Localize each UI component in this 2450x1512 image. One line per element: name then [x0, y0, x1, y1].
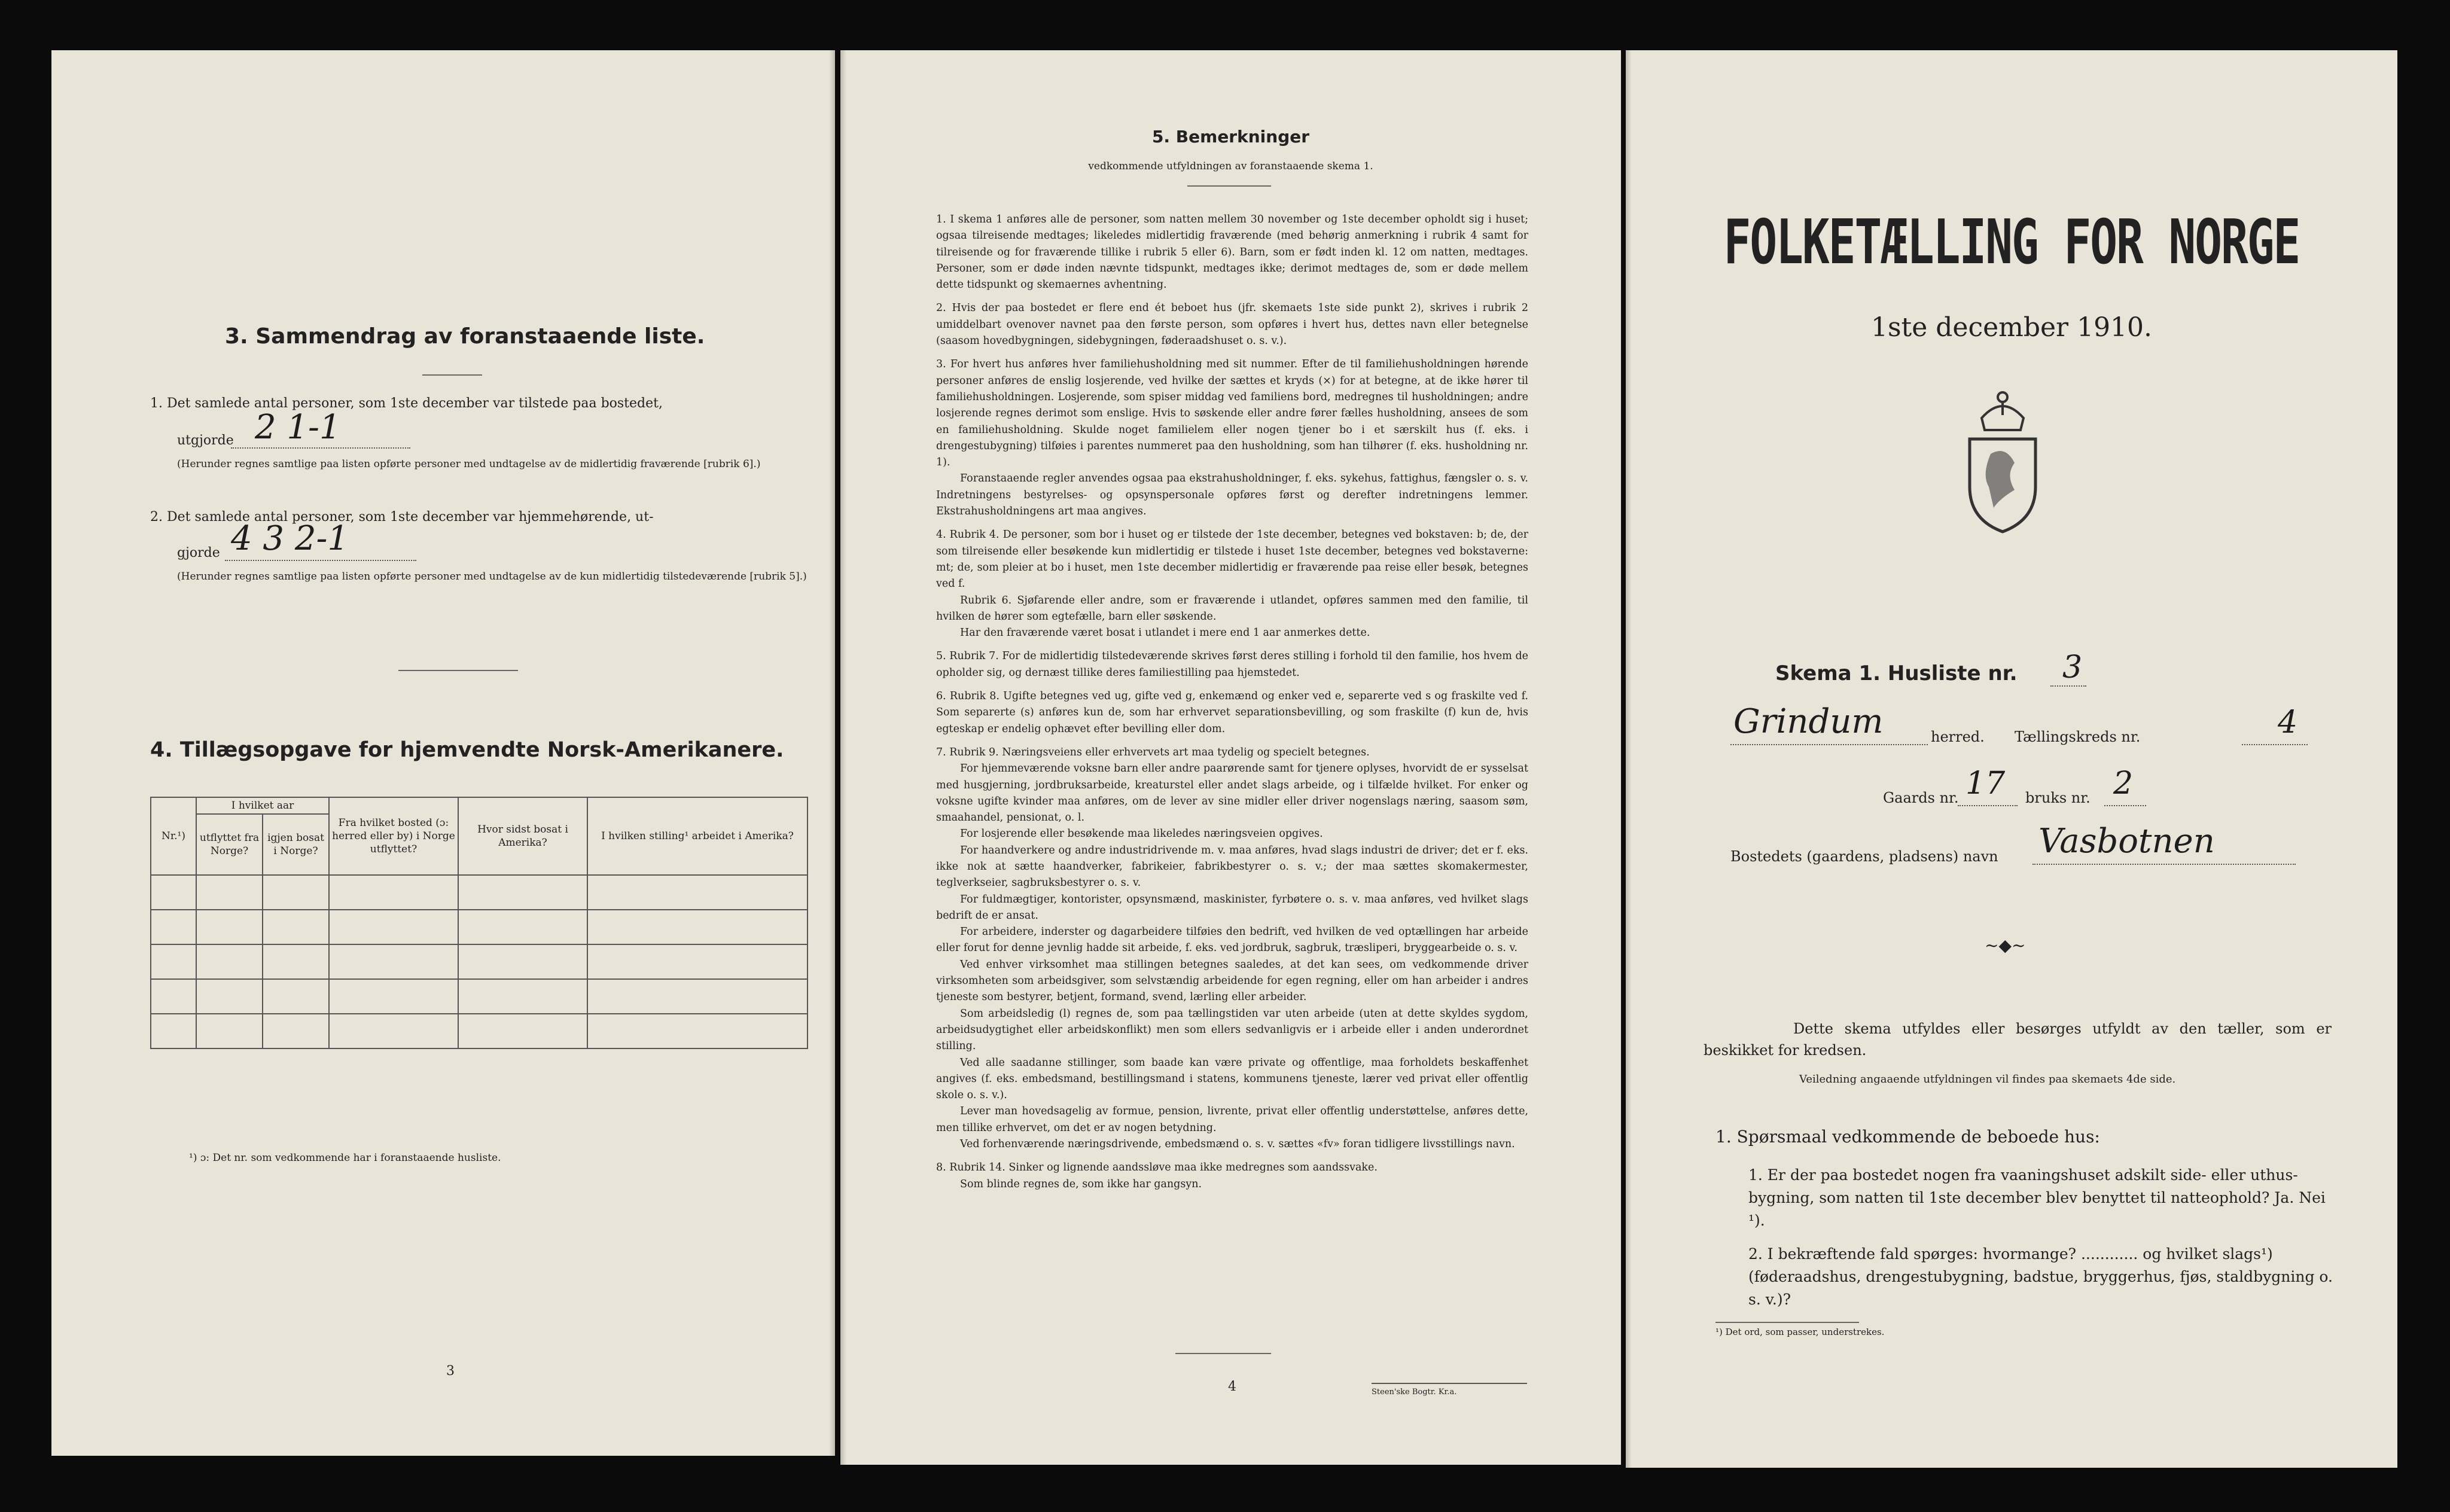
item1-note: (Herunder regnes samtlige paa listen opførte personer med undtagelse av de midlertidig fraværende [rubrik 6].): [177, 458, 761, 470]
middle-page: [840, 50, 1621, 1465]
table-row: [151, 1014, 807, 1048]
bruks-fill-line: [2104, 805, 2146, 806]
schema-label: Skema 1. Husliste nr.: [1775, 662, 2018, 685]
norway-coat-of-arms-icon: [1958, 385, 2047, 535]
remarks-paragraph: 2. Hvis der paa bostedet er flere end ét beboet hus (jfr. skemaets 1ste side punkt 2), skrives i rubrik 2 umiddelbart ovenover navnet paa den første person, som opføres i hvert hus, dettes navn eller betegnelse (saasom hovedbygningen, sidebygningen, føderaadshuset o. s. v.).: [936, 302, 1528, 347]
item1-text: 1. Det samlede antal personer, som 1ste december var tilstede paa bostedet,: [150, 396, 663, 411]
page-fold-shadow: [829, 50, 835, 1456]
remarks-paragraph: 7. Rubrik 9. Næringsveiens eller erhvervets art maa tydelig og specielt betegnes.: [936, 746, 1370, 758]
kreds-label: Tællingskreds nr.: [2015, 728, 2141, 745]
item1-fill-line: [231, 447, 410, 449]
page-number: 4: [1228, 1379, 1236, 1394]
remarks-paragraph: Rubrik 6. Sjøfarende eller andre, som er fraværende i utlandet, opføres sammen med den familie, til hvilken de hører som egtefælle, barn eller søskende.: [936, 594, 1528, 623]
bosted-label: Bostedets (gaardens, pladsens) navn: [1730, 848, 1998, 865]
remarks-paragraph: Ved enhver virksomhet maa stillingen betegnes saaledes, at det kan sees, om vedkommende driver virksomheten som arbeidsgiver, som selvstændig arbeidende for egen regning, eller om han arbeider i andres tjeneste som bestyrer, betjent, formand, svend, lærling eller arbeider.: [936, 958, 1528, 1004]
col-last-residence: Hvor sidst bosat i Amerika?: [458, 797, 587, 875]
bruks-label: bruks nr.: [2025, 789, 2091, 806]
right-footnote: ¹) Det ord, som passer, understrekes.: [1715, 1327, 1885, 1337]
kreds-value: 4: [2278, 705, 2298, 740]
remarks-paragraph: 6. Rubrik 8. Ugifte betegnes ved ug, gifte ved g, enkemænd og enker ved e, separerte ved s og fraskilte ved f. Som separerte (s) anføres kun de, som har erhvervet separationsbevilling, og som fraskilte (f) kun de, hvis egteskap er endelig ophævet efter bevilling eller dom.: [936, 690, 1528, 735]
item2-note: (Herunder regnes samtlige paa listen opførte personer med undtagelse av de kun midlertidig tilstedeværende [rubrik 5].): [177, 571, 807, 583]
herred-label: herred.: [1931, 728, 1985, 745]
census-title: FOLKETÆLLING FOR NORGE: [1723, 206, 2300, 278]
remarks-heading: 5. Bemerkninger: [1151, 127, 1310, 147]
col-returned: igjen bosat i Norge?: [263, 814, 329, 875]
remarks-paragraph: For arbeidere, inderster og dagarbeidere tilføies den bedrift, ved hvilken de ved optællingen har arbeide eller forut for denne jevnlig hadde sit arbeide, f. eks. ved jordbruk, sagbruk, træsliperi, bryggearbeide o. s. v.: [936, 926, 1528, 955]
table-header-row: [151, 797, 807, 814]
gaards-value: 17: [1966, 766, 2006, 801]
item1-label: utgjorde: [177, 433, 234, 448]
table-row: [151, 875, 807, 910]
herred-fill-line: [1730, 744, 1928, 745]
kreds-fill-line: [2242, 744, 2308, 745]
item2-label: gjorde: [177, 545, 220, 560]
page-number: 3: [446, 1364, 455, 1379]
divider: [1175, 1353, 1271, 1354]
page-fold-shadow: [840, 50, 846, 1465]
divider: [422, 374, 482, 376]
questions-heading: 1. Spørsmaal vedkommende de beboede hus:: [1715, 1127, 2100, 1147]
divider: [1715, 1322, 1859, 1323]
remarks-paragraph: Har den fraværende været bosat i utlandet i mere end 1 aar anmerkes dette.: [960, 627, 1370, 639]
item2-value: 4 3 2-1: [231, 519, 349, 558]
item2-text: 2. Det samlede antal personer, som 1ste december var hjemmehørende, ut-: [150, 510, 654, 525]
husliste-nr: 3: [2062, 650, 2083, 685]
col-emigrated: utflyttet fra Norge?: [196, 814, 263, 875]
col-year-group: I hvilket aar: [196, 797, 329, 814]
remarks-paragraph: For hjemmeværende voksne barn eller andre paarørende samt for tjenere oplyses, hvorvidt de er sysselsat med husgjerning, jordbruksarbeide, kreaturstel eller andet slags arbeide, og i tilfælde hvilket. For enker og voksne ugifte kvinder maa anføres, om de lever av sine midler eller driver nogenslags næring, saasom søm, smaahandel, pensionat, o. l.: [936, 763, 1528, 824]
remarks-paragraph: 4. Rubrik 4. De personer, som bor i huset og er tilstede der 1ste december, betegnes ved bokstaven: b; de, der som tilreisende eller besøkende kun midlertidig er tilstede i huset 1ste december, betegnes ved bokstaverne: mt; de, som pleier at bo i huset, men 1ste december midlertidig er fraværende paa reise eller besøk, betegnes ved f.: [936, 529, 1528, 590]
left-page: [51, 50, 835, 1456]
remarks-paragraph: Ved alle saadanne stillinger, som baade kan være private og offentlige, maa forholdets beskaffenhet angives (f. eks. embedsmand, bestillingsmand i statens, kommunens tjeneste, lærer ved privat eller offentlig skole o. s. v.).: [936, 1056, 1528, 1102]
table-row: [151, 979, 807, 1014]
remarks-subheading: vedkommende utfyldningen av foranstaaende skema 1.: [1088, 160, 1373, 172]
bosted-value: Vasbotnen: [2038, 822, 2215, 861]
section4-heading: 4. Tillægsopgave for hjemvendte Norsk-Amerikanere.: [150, 738, 784, 762]
question-2: 2. I bekræftende fald spørges: hvormange? ............ og hvilket slags¹) (føderaadshus, drengestubygning, badstue, bryggerhus, fjøs, staldbygning o. s. v.)?: [1748, 1245, 2333, 1308]
intro-text: Dette skema utfyldes eller besørges utfyldt av den tæller, som er beskikket for kredsen.: [1704, 1020, 2332, 1059]
divider: [1187, 185, 1271, 187]
printer-imprint: Steen'ske Bogtr. Kr.a.: [1372, 1383, 1527, 1397]
section3-heading: 3. Sammendrag av foranstaaende liste.: [225, 324, 705, 349]
col-nr: Nr.¹): [151, 797, 196, 875]
bosted-fill-line: [2032, 864, 2296, 865]
right-page: [1626, 50, 2397, 1468]
remarks-paragraph: 5. Rubrik 7. For de midlertidig tilstedeværende skrives først deres stilling i forhold til den familie, hos hvem de opholder sig, og dernæst tillike deres familiestilling paa hjemstedet.: [936, 650, 1528, 679]
remarks-paragraph: For haandverkere og andre industridrivende m. v. maa anføres, hvad slags industri de driver; det er f. eks. ikke nok at sætte haandverker, fabrikeier, fabrikbestyrer o. s. v.; der maa sættes skomakermester, teglverkseier, sagbruksbestyrer o. s. v.: [936, 844, 1528, 889]
remarks-paragraph: Ved forhenværende næringsdrivende, embedsmænd o. s. v. sættes «fv» foran tidligere livsstillings navn.: [960, 1138, 1515, 1151]
table-row: [151, 910, 807, 944]
gaards-label: Gaards nr.: [1883, 789, 1959, 806]
remarks-paragraph: Foranstaaende regler anvendes ogsaa paa ekstrahusholdninger, f. eks. sykehus, fattighus, fængsler o. s. v. Indretningens bestyrelses- og opsynspersonale opføres først og derefter indretningens lemmer. Ekstrahusholdningens art maa angives.: [936, 472, 1528, 518]
divider: [398, 670, 518, 671]
item1-value: 2 1-1: [255, 408, 341, 447]
remarks-paragraph: Lever man hovedsagelig av formue, pension, livrente, privat eller offentlig understøttelse, anføres dette, men tillike erhvervet, om det er av nogen betydning.: [936, 1105, 1528, 1134]
bruks-value: 2: [2113, 766, 2134, 801]
remarks-list: [936, 205, 1528, 1193]
remarks-paragraph: 1. I skema 1 anføres alle de personer, som natten mellem 30 november og 1ste december opholdt sig i huset; ogsaa tilreisende medtages; likeledes midlertidig fraværende (med behørig anmerkning i rubrik 4 samt for tilreisende og for fraværende tillike i rubrik 5 eller 6). Barn, som er født inden kl. 12 om natten, medtages. Personer, som er døde inden nævnte tidspunkt, medtages ikke; derimot medtages de, som er døde mellem dette tidspunkt og skemaernes avhentning.: [936, 214, 1528, 291]
remarks-paragraph: 3. For hvert hus anføres hver familiehusholdning med sit nummer. Efter de til familiehusholdningen hørende personer anføres de enslig losjerende, ved hvilke der sættes et kryds (×) for at betegne, at de ikke hører til familiehusholdningen. Losjerende, som spiser middag ved familiens bord, medregnes til husholdningen; andre losjerende regnes derimot som enslige. Hvis to søskende eller andre fører fælles husholdning, ansees de som en familiehusholdning. Skulde noget familielem eller nogen tjener bo i et særskilt hus (f. eks. i drengestubygning) tilføies i parentes nummeret paa den husholdning, som han tilhører (f. eks. husholdning nr. 1).: [936, 358, 1528, 469]
table-footnote: ¹) ɔ: Det nr. som vedkommende har i foranstaaende husliste.: [189, 1152, 501, 1164]
question-1: 1. Er der paa bostedet nogen fra vaaningshuset adskilt side- eller uthus-bygning, som natten til 1ste december blev benyttet til natteophold? Ja. Nei ¹).: [1748, 1166, 2326, 1229]
remarks-paragraph: For losjerende eller besøkende maa likeledes næringsveien opgives.: [960, 828, 1323, 840]
guidance-text: Veiledning angaaende utfyldningen vil findes paa skemaets 4de side.: [1799, 1073, 2176, 1086]
gaards-fill-line: [1958, 805, 2018, 806]
col-occupation: I hvilken stilling¹ arbeidet i Amerika?: [587, 797, 807, 875]
col-from-where: Fra hvilket bosted (ɔ: herred eller by) i Norge utflyttet?: [329, 797, 458, 875]
herred-value: Grindum: [1733, 702, 1884, 741]
remarks-paragraph: Som arbeidsledig (l) regnes de, som paa tællingstiden var uten arbeide (uten at dette skyldes sygdom, arbeidsudygtighet eller arbeidskonflikt) men som ellers sedvanligvis er i arbeide eller i anden underordnet stilling.: [936, 1007, 1528, 1053]
norsk-amerikanere-table: [150, 797, 808, 1049]
remarks-paragraph: 8. Rubrik 14. Sinker og lignende aandssløve maa ikke medregnes som aandssvake.: [936, 1162, 1378, 1174]
ornament-icon: ~◆~: [1985, 935, 2026, 955]
table-row: [151, 944, 807, 979]
item2-fill-line: [225, 560, 416, 561]
husliste-fill-line: [2050, 685, 2086, 687]
census-date: 1ste december 1910.: [1870, 312, 2153, 343]
remarks-paragraph: For fuldmægtiger, kontorister, opsynsmænd, maskinister, fyrbøtere o. s. v. maa anføres, ved hvilket slags bedrift de er ansat.: [936, 893, 1528, 922]
remarks-paragraph: Som blinde regnes de, som ikke har gangsyn.: [960, 1178, 1202, 1190]
